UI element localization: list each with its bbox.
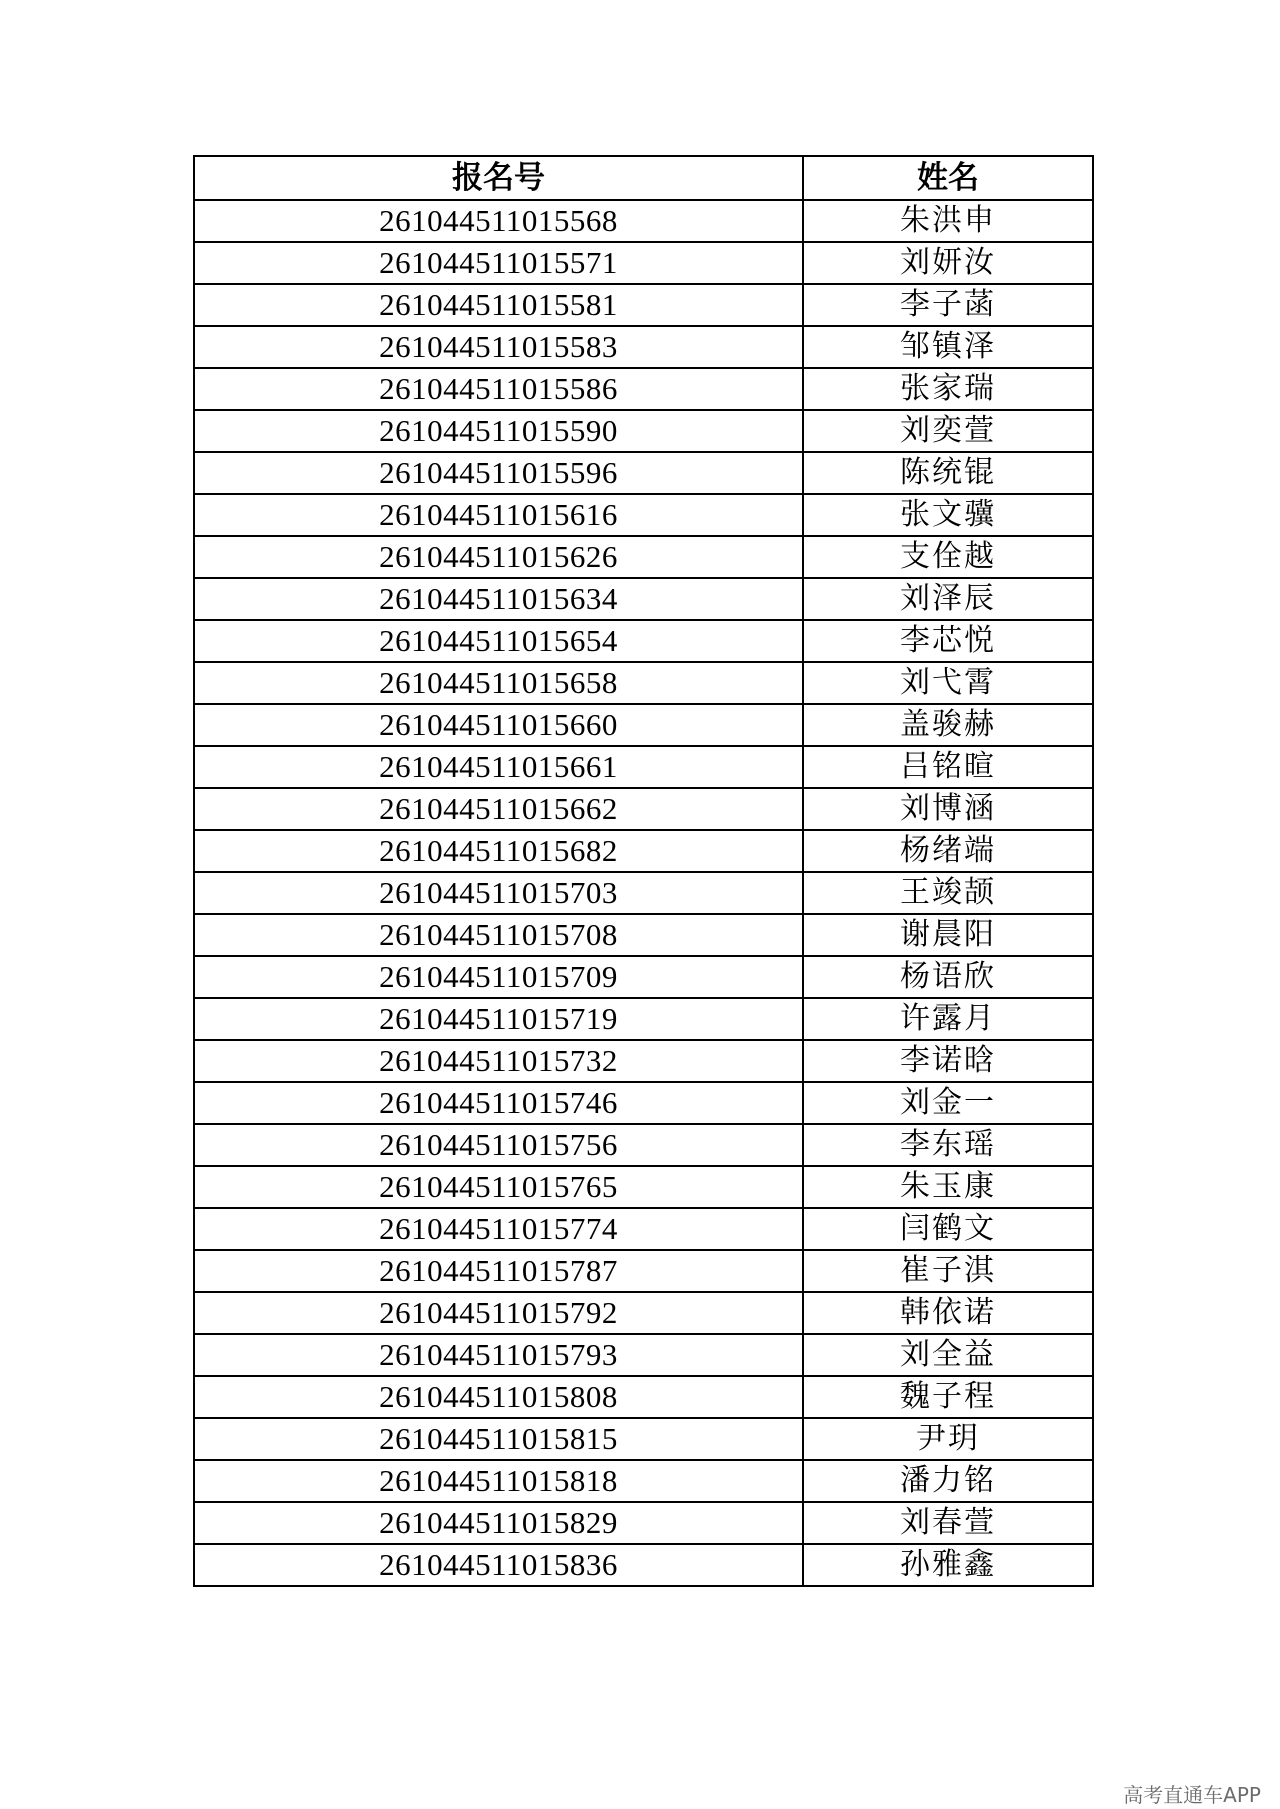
table-body: [194, 200, 1093, 1586]
watermark-text: 高考直通车APP: [1123, 1783, 1261, 1807]
name-cell: 孙雅鑫: [803, 1544, 1093, 1586]
table-row: [194, 746, 1093, 788]
table-row: [194, 1124, 1093, 1166]
registration-number-cell: 261044511015774: [194, 1208, 803, 1250]
registration-number-cell: 261044511015654: [194, 620, 803, 662]
table-row: [194, 284, 1093, 326]
registration-number-cell: 261044511015660: [194, 704, 803, 746]
registration-number-cell: 261044511015616: [194, 494, 803, 536]
name-cell: 谢晨阳: [803, 914, 1093, 956]
table-row: [194, 242, 1093, 284]
table-row: [194, 368, 1093, 410]
registration-number-cell: 261044511015662: [194, 788, 803, 830]
registration-number-cell: 261044511015756: [194, 1124, 803, 1166]
table-row: [194, 1418, 1093, 1460]
registration-number-cell: 261044511015682: [194, 830, 803, 872]
registration-number-cell: 261044511015661: [194, 746, 803, 788]
table-row: [194, 1502, 1093, 1544]
table-row: [194, 1040, 1093, 1082]
name-cell: 崔子淇: [803, 1250, 1093, 1292]
registration-number-cell: 261044511015787: [194, 1250, 803, 1292]
registration-number-cell: 261044511015626: [194, 536, 803, 578]
table-row: [194, 1082, 1093, 1124]
table-row: [194, 1250, 1093, 1292]
table-header-row: [194, 156, 1093, 200]
name-cell: 刘泽辰: [803, 578, 1093, 620]
registration-number-cell: 261044511015568: [194, 200, 803, 242]
name-cell: 吕铭暄: [803, 746, 1093, 788]
name-cell: 刘博涵: [803, 788, 1093, 830]
name-cell: 许露月: [803, 998, 1093, 1040]
table-row: [194, 536, 1093, 578]
name-cell: 韩依诺: [803, 1292, 1093, 1334]
table-row: [194, 410, 1093, 452]
registration-list: [193, 155, 1092, 1587]
table-row: [194, 872, 1093, 914]
name-cell: 盖骏赫: [803, 704, 1093, 746]
name-cell: 李东瑶: [803, 1124, 1093, 1166]
name-cell: 刘春萱: [803, 1502, 1093, 1544]
name-cell: 杨语欣: [803, 956, 1093, 998]
registration-number-cell: 261044511015792: [194, 1292, 803, 1334]
name-cell: 刘金一: [803, 1082, 1093, 1124]
table-row: [194, 914, 1093, 956]
header-registration-number: 报名号: [194, 156, 803, 200]
name-cell: 张家瑞: [803, 368, 1093, 410]
registration-number-cell: 261044511015571: [194, 242, 803, 284]
table-row: [194, 998, 1093, 1040]
registration-number-cell: 261044511015583: [194, 326, 803, 368]
registration-number-cell: 261044511015732: [194, 1040, 803, 1082]
table-row: [194, 1166, 1093, 1208]
table-row: [194, 704, 1093, 746]
registration-number-cell: 261044511015765: [194, 1166, 803, 1208]
table-row: [194, 620, 1093, 662]
registration-number-cell: 261044511015634: [194, 578, 803, 620]
table-row: [194, 200, 1093, 242]
name-cell: 李芯悦: [803, 620, 1093, 662]
name-cell: 刘奕萱: [803, 410, 1093, 452]
registration-number-cell: 261044511015709: [194, 956, 803, 998]
registration-number-cell: 261044511015818: [194, 1460, 803, 1502]
header-name: 姓名: [803, 156, 1093, 200]
name-cell: 杨绪端: [803, 830, 1093, 872]
name-cell: 朱玉康: [803, 1166, 1093, 1208]
name-cell: 李诺晗: [803, 1040, 1093, 1082]
table-row: [194, 494, 1093, 536]
registration-number-cell: 261044511015815: [194, 1418, 803, 1460]
table-row: [194, 1376, 1093, 1418]
table-row: [194, 662, 1093, 704]
registration-number-cell: 261044511015596: [194, 452, 803, 494]
registration-number-cell: 261044511015703: [194, 872, 803, 914]
table-row: [194, 788, 1093, 830]
name-cell: 魏子程: [803, 1376, 1093, 1418]
registration-number-cell: 261044511015808: [194, 1376, 803, 1418]
name-cell: 朱洪申: [803, 200, 1093, 242]
table-row: [194, 1292, 1093, 1334]
registration-number-cell: 261044511015590: [194, 410, 803, 452]
table-row: [194, 956, 1093, 998]
name-cell: 邹镇泽: [803, 326, 1093, 368]
name-cell: 潘力铭: [803, 1460, 1093, 1502]
table-row: [194, 326, 1093, 368]
name-cell: 支佺越: [803, 536, 1093, 578]
registration-number-cell: 261044511015719: [194, 998, 803, 1040]
table-row: [194, 1460, 1093, 1502]
name-cell: 王竣颉: [803, 872, 1093, 914]
registration-number-cell: 261044511015793: [194, 1334, 803, 1376]
name-cell: 张文骥: [803, 494, 1093, 536]
name-cell: 尹玥: [803, 1418, 1093, 1460]
registration-number-cell: 261044511015829: [194, 1502, 803, 1544]
registration-number-cell: 261044511015836: [194, 1544, 803, 1586]
name-cell: 闫鹤文: [803, 1208, 1093, 1250]
table-row: [194, 578, 1093, 620]
candidate-table: [193, 155, 1094, 1587]
table-row: [194, 452, 1093, 494]
table-row: [194, 1334, 1093, 1376]
name-cell: 刘妍汝: [803, 242, 1093, 284]
name-cell: 陈统锟: [803, 452, 1093, 494]
name-cell: 刘全益: [803, 1334, 1093, 1376]
table-row: [194, 1208, 1093, 1250]
table-row: [194, 830, 1093, 872]
registration-number-cell: 261044511015708: [194, 914, 803, 956]
registration-number-cell: 261044511015586: [194, 368, 803, 410]
registration-number-cell: 261044511015658: [194, 662, 803, 704]
table-row: [194, 1544, 1093, 1586]
registration-number-cell: 261044511015581: [194, 284, 803, 326]
name-cell: 刘弋霄: [803, 662, 1093, 704]
registration-number-cell: 261044511015746: [194, 1082, 803, 1124]
name-cell: 李子菡: [803, 284, 1093, 326]
